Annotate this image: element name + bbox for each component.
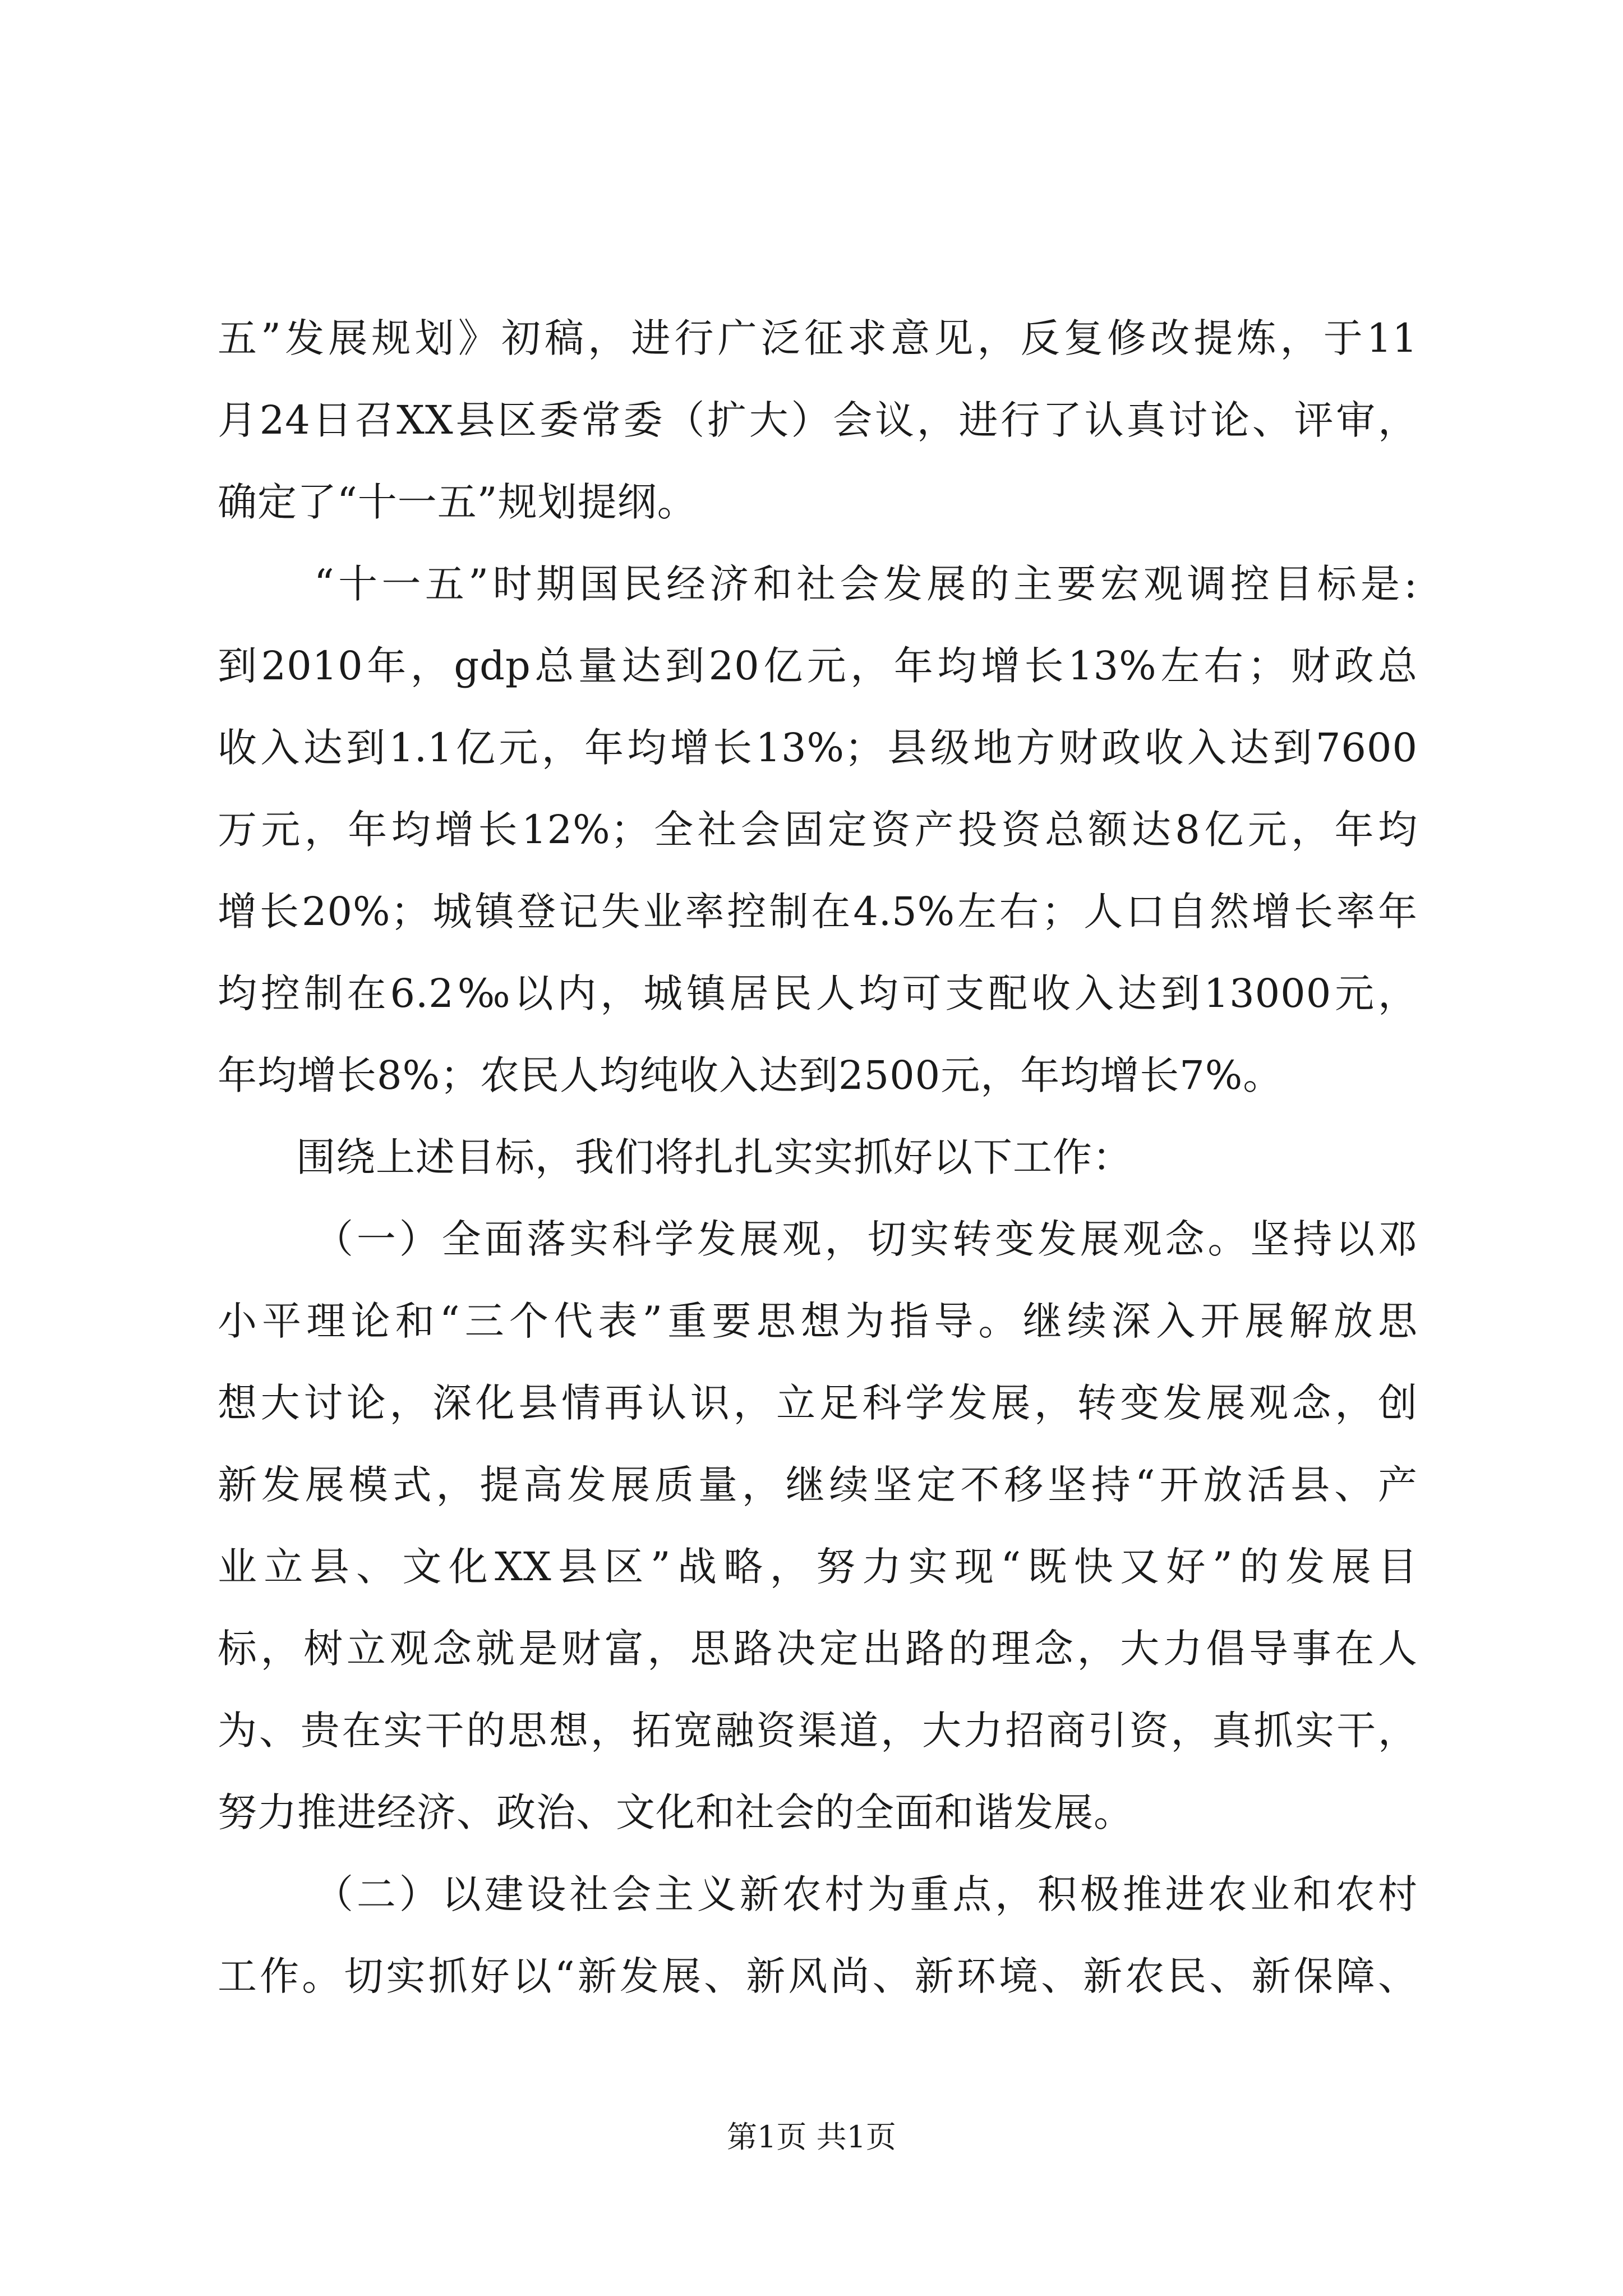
text-line: 年均增长8%；农民人均纯收入达到2500元，年均增长7%。 (218, 1052, 1283, 1098)
text-line: （一）全面落实科学发展观，切实转变发展观念。坚持以邓 (314, 1216, 1418, 1262)
page-footer (0, 2115, 1623, 2160)
text-line: 为、贵在实干的思想，拓宽融资渠道，大力招商引资，真抓实干， (218, 1708, 1418, 1754)
text-line: 新发展模式，提高发展质量，继续坚定不移坚持“开放活县、产 (218, 1462, 1418, 1508)
text-line: 五”发展规划》初稿，进行广泛征求意见，反复修改提炼，于11 (218, 315, 1418, 361)
text-line: 围绕上述目标，我们将扎扎实实抓好以下工作： (296, 1134, 1132, 1180)
document-body (218, 297, 1418, 2017)
text-line: 月24日召XX县区委常委（扩大）会议，进行了认真讨论、评审， (218, 397, 1418, 443)
text-line: 万元，年均增长12%；全社会固定资产投资总额达8亿元，年均 (218, 807, 1418, 853)
page-number-label: 第1页 共1页 (727, 2119, 896, 2155)
text-line: “十一五”时期国民经济和社会发展的主要宏观调控目标是: (314, 561, 1418, 607)
text-line: 想大讨论，深化县情再认识，立足科学发展，转变发展观念，创 (218, 1380, 1418, 1426)
text-line: 增长20%；城镇登记失业率控制在4.5%左右；人口自然增长率年 (218, 889, 1418, 935)
text-line: （二）以建设社会主义新农村为重点，积极推进农业和农村 (314, 1871, 1418, 1917)
text-line: 确定了“十一五”规划提纲。 (218, 479, 697, 525)
text-line: 小平理论和“三个代表”重要思想为指导。继续深入开展解放思 (218, 1298, 1418, 1344)
text-line: 工作。切实抓好以“新发展、新风尚、新环境、新农民、新保障、 (218, 1953, 1418, 1999)
text-line: 均控制在6.2‰以内，城镇居民人均可支配收入达到13000元， (218, 970, 1418, 1016)
text-line: 收入达到1.1亿元，年均增长13%；县级地方财政收入达到7600 (218, 725, 1418, 771)
text-line: 努力推进经济、政治、文化和社会的全面和谐发展。 (218, 1789, 1133, 1835)
text-line: 标，树立观念就是财富，思路决定出路的理念，大力倡导事在人 (218, 1626, 1418, 1672)
text-line: 业立县、文化XX县区”战略，努力实现“既快又好”的发展目 (218, 1544, 1418, 1590)
text-line: 到2010年，gdp总量达到20亿元，年均增长13%左右；财政总 (218, 643, 1418, 689)
